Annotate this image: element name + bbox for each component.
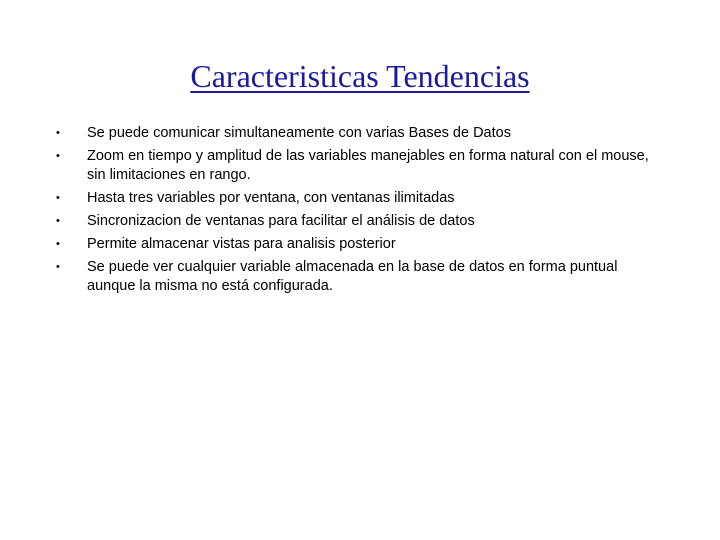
bullet-icon: • — [56, 238, 60, 250]
bullet-text: Se puede ver cualquier variable almacenada en la base de datos en forma puntual aunque la misma no está configurada. — [87, 259, 618, 294]
bullet-icon: • — [56, 192, 60, 204]
bullet-text: Zoom en tiempo y amplitud de las variables manejables en forma natural con el mouse, sin limitaciones en rango. — [87, 148, 649, 183]
bullet-icon: • — [56, 261, 60, 273]
bullet-text: Hasta tres variables por ventana, con ventanas ilimitadas — [87, 190, 455, 206]
list-item — [56, 212, 666, 231]
bullet-text: Se puede comunicar simultaneamente con varias Bases de Datos — [87, 125, 511, 141]
list-item — [56, 189, 666, 208]
bullet-icon: • — [56, 127, 60, 139]
slide-title: Caracteristicas Tendencias — [190, 58, 530, 94]
list-item — [56, 258, 666, 296]
list-item — [56, 235, 666, 254]
bullet-icon: • — [56, 150, 60, 162]
list-item — [56, 147, 666, 185]
bullet-icon: • — [56, 215, 60, 227]
list-item — [56, 124, 666, 143]
bullet-list — [56, 124, 666, 300]
bullet-text: Sincronizacion de ventanas para facilitar el análisis de datos — [87, 213, 475, 229]
bullet-text: Permite almacenar vistas para analisis posterior — [87, 236, 396, 252]
